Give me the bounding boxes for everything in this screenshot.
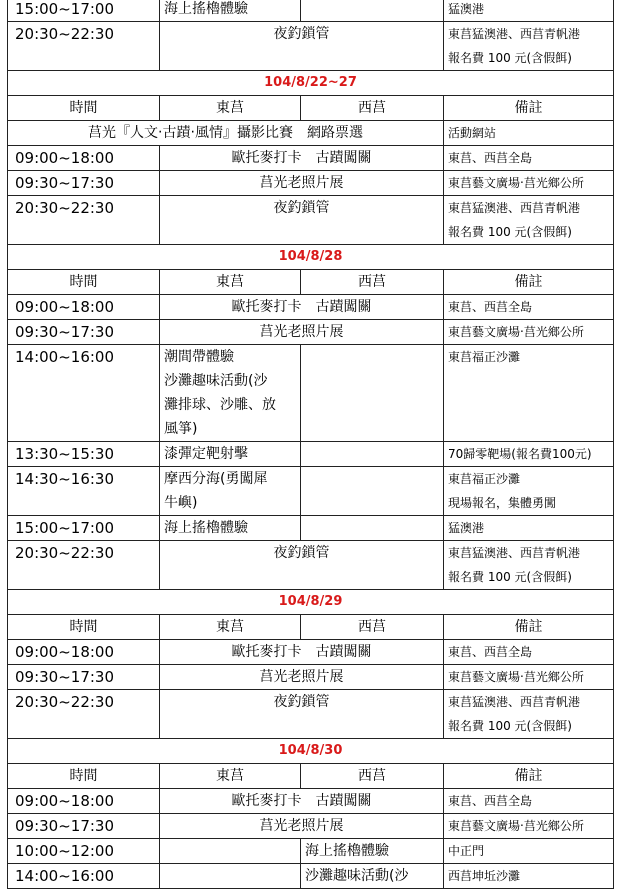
time-cell: 20:30~22:30	[8, 196, 160, 245]
east-cell-line: 潮間帶體驗	[164, 349, 234, 365]
time-cell: 13:30~15:30	[8, 442, 160, 467]
time-cell: 09:00~18:00	[8, 640, 160, 665]
west-cell	[301, 442, 444, 467]
table-row	[8, 345, 614, 442]
note-cell: 西莒坤坵沙灘	[444, 864, 614, 889]
time-cell: 14:30~16:30	[8, 467, 160, 516]
west-cell	[301, 516, 444, 541]
note-cell-line: 報名費 100 元(含假餌)	[448, 225, 572, 239]
table-row	[8, 814, 614, 839]
table-row	[8, 196, 614, 245]
table-row	[8, 320, 614, 345]
event-cell: 莒光老照片展	[160, 665, 444, 690]
event-cell: 莒光老照片展	[160, 814, 444, 839]
event-cell: 歐托麥打卡 古蹟闖關	[160, 295, 444, 320]
table-row	[8, 171, 614, 196]
note-cell-line: 現場報名，集體勇闖	[448, 496, 557, 510]
note-cell: 東莒、西莒全島	[444, 789, 614, 814]
schedule-table	[7, 0, 614, 889]
column-header-time: 時間	[8, 96, 160, 121]
column-header-time: 時間	[8, 270, 160, 295]
header-row	[8, 96, 614, 121]
event-cell: 莒光老照片展	[160, 320, 444, 345]
column-header-east: 東莒	[160, 270, 301, 295]
note-cell: 東莒、西莒全島	[444, 146, 614, 171]
header-row	[8, 270, 614, 295]
note-cell-line: 報名費 100 元(含假餌)	[448, 570, 572, 584]
table-row	[8, 22, 614, 71]
event-cell: 夜釣鎖管	[160, 690, 444, 739]
note-cell-line: 東莒福正沙灘	[448, 472, 521, 486]
note-cell-line: 東莒猛澳港、西莒青帆港	[448, 201, 581, 215]
event-cell: 夜釣鎖管	[160, 541, 444, 590]
column-header-note: 備註	[444, 270, 614, 295]
column-header-west: 西莒	[301, 615, 444, 640]
west-cell	[301, 345, 444, 442]
date-heading: 104/8/22~27	[8, 71, 614, 96]
note-cell: 猛澳港	[444, 516, 614, 541]
east-cell	[160, 839, 301, 864]
date-row	[8, 245, 614, 270]
column-header-east: 東莒	[160, 764, 301, 789]
column-header-time: 時間	[8, 615, 160, 640]
note-cell-line: 東莒猛澳港、西莒青帆港	[448, 695, 581, 709]
time-cell: 09:00~18:00	[8, 295, 160, 320]
note-cell	[444, 541, 614, 590]
header-row	[8, 764, 614, 789]
table-row	[8, 864, 614, 889]
east-cell-line: 風箏)	[164, 421, 198, 437]
note-cell: 東莒藝文廣場‧莒光鄉公所	[444, 814, 614, 839]
event-cell: 夜釣鎖管	[160, 22, 444, 71]
table-row	[8, 839, 614, 864]
table-row	[8, 690, 614, 739]
column-header-east: 東莒	[160, 615, 301, 640]
column-header-west: 西莒	[301, 96, 444, 121]
east-cell-line: 摩西分海(勇闖犀	[164, 471, 268, 487]
date-heading: 104/8/28	[8, 245, 614, 270]
time-cell: 10:00~12:00	[8, 839, 160, 864]
time-cell: 09:00~18:00	[8, 789, 160, 814]
west-cell	[301, 0, 444, 22]
event-cell: 歐托麥打卡 古蹟闖關	[160, 640, 444, 665]
table-row	[8, 121, 614, 146]
time-cell: 15:00~17:00	[8, 0, 160, 22]
column-header-note: 備註	[444, 764, 614, 789]
east-cell: 海上搖櫓體驗	[160, 516, 301, 541]
table-row	[8, 640, 614, 665]
note-cell-line: 東莒猛澳港、西莒青帆港	[448, 27, 581, 41]
note-cell: 東莒藝文廣場‧莒光鄉公所	[444, 665, 614, 690]
event-cell: 歐托麥打卡 古蹟闖關	[160, 146, 444, 171]
time-cell: 09:30~17:30	[8, 320, 160, 345]
note-cell	[444, 467, 614, 516]
note-cell-line: 報名費 100 元(含假餌)	[448, 51, 572, 65]
column-header-time: 時間	[8, 764, 160, 789]
note-cell-line: 報名費 100 元(含假餌)	[448, 719, 572, 733]
header-row	[8, 615, 614, 640]
date-row	[8, 739, 614, 764]
note-cell: 東莒、西莒全島	[444, 295, 614, 320]
table-row	[8, 467, 614, 516]
time-cell: 20:30~22:30	[8, 690, 160, 739]
east-cell-line: 灘排球、沙雕、放	[164, 397, 276, 413]
column-header-west: 西莒	[301, 764, 444, 789]
column-header-note: 備註	[444, 96, 614, 121]
east-cell	[160, 467, 301, 516]
event-cell: 莒光老照片展	[160, 171, 444, 196]
time-cell: 09:30~17:30	[8, 171, 160, 196]
date-row	[8, 590, 614, 615]
east-cell	[160, 864, 301, 889]
table-row	[8, 516, 614, 541]
event-cell: 歐托麥打卡 古蹟闖關	[160, 789, 444, 814]
time-cell: 20:30~22:30	[8, 541, 160, 590]
east-cell	[160, 345, 301, 442]
column-header-note: 備註	[444, 615, 614, 640]
time-cell: 15:00~17:00	[8, 516, 160, 541]
event-cell: 莒光『人文‧古蹟‧風情』攝影比賽 網路票選	[8, 121, 444, 146]
table-row	[8, 0, 614, 22]
note-cell: 猛澳港	[444, 0, 614, 22]
column-header-west: 西莒	[301, 270, 444, 295]
time-cell: 09:30~17:30	[8, 665, 160, 690]
west-cell: 海上搖櫓體驗	[301, 839, 444, 864]
note-cell: 東莒藝文廣場‧莒光鄉公所	[444, 171, 614, 196]
column-header-east: 東莒	[160, 96, 301, 121]
note-cell-line: 東莒猛澳港、西莒青帆港	[448, 546, 581, 560]
table-row	[8, 665, 614, 690]
date-heading: 104/8/30	[8, 739, 614, 764]
date-row	[8, 71, 614, 96]
time-cell: 09:00~18:00	[8, 146, 160, 171]
west-cell	[301, 467, 444, 516]
note-cell	[444, 690, 614, 739]
note-cell: 活動網站	[444, 121, 614, 146]
date-heading: 104/8/29	[8, 590, 614, 615]
note-cell	[444, 22, 614, 71]
west-cell: 沙灘趣味活動(沙	[301, 864, 444, 889]
note-cell: 東莒、西莒全島	[444, 640, 614, 665]
note-cell: 70歸零靶場(報名費100元)	[444, 442, 614, 467]
note-cell	[444, 196, 614, 245]
time-cell: 14:00~16:00	[8, 864, 160, 889]
east-cell: 海上搖櫓體驗	[160, 0, 301, 22]
note-cell: 東莒藝文廣場‧莒光鄉公所	[444, 320, 614, 345]
time-cell: 20:30~22:30	[8, 22, 160, 71]
table-row	[8, 442, 614, 467]
east-cell-line: 牛嶼)	[164, 495, 198, 511]
time-cell: 09:30~17:30	[8, 814, 160, 839]
table-row	[8, 789, 614, 814]
table-row	[8, 541, 614, 590]
time-cell: 14:00~16:00	[8, 345, 160, 442]
east-cell-line: 沙灘趣味活動(沙	[164, 373, 268, 389]
east-cell: 漆彈定靶射擊	[160, 442, 301, 467]
event-cell: 夜釣鎖管	[160, 196, 444, 245]
table-row	[8, 295, 614, 320]
note-cell: 中正門	[444, 839, 614, 864]
note-cell: 東莒福正沙灘	[444, 345, 614, 442]
table-row	[8, 146, 614, 171]
